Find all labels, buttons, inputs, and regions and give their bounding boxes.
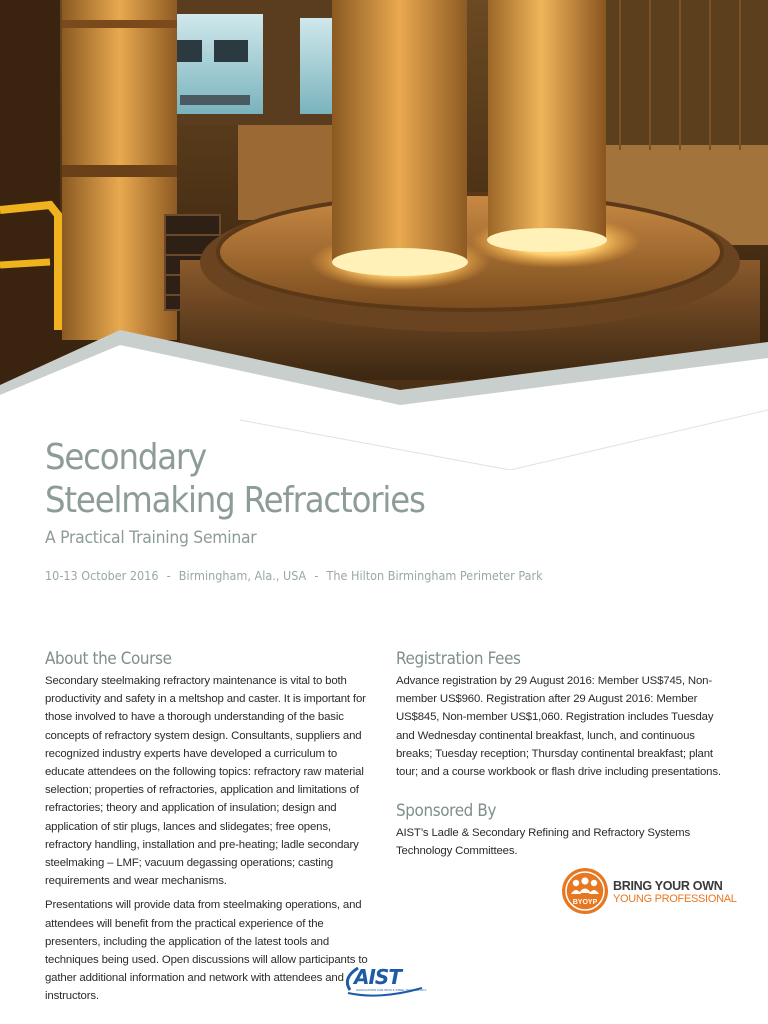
aist-logo-tagline: ASSOCIATION FOR IRON & STEEL TECHNOLOGY — [356, 988, 427, 992]
title-line-1: Secondary — [45, 437, 207, 478]
about-paragraph-1: Secondary steelmaking refractory maintenance is vital to both productivity and safety in a meltshop and caster. It is important for those involved to have a thorough understanding of the basic concepts of refractory system design. Consultants, suppliers and recognized industry experts have developed a curriculum to educate attendees on the following topics: refractory raw material selection; properties of refractories, application and limitations of refractories; theory and application of insulation; design and application of stir plugs, lances and slidegates; free opens, refractory handling, installation and pre-heating; ladle secondary steelmaking – LMF; vacuum degassing operations; casting requirements and wear mechanisms. — [45, 675, 366, 888]
event-location: Birmingham, Ala., USA — [178, 568, 307, 583]
about-paragraph-2: Presentations will provide data from steelmaking operations, and attendees will benefit from the practical experience of the presenters, including the application of the latest tools and techniques being used. Open discussions will allow participants to gather additional information and network with attendees and instructors. — [45, 899, 368, 1003]
event-venue: The Hilton Birmingham Perimeter Park — [326, 568, 543, 583]
byoyp-line-1: BRING YOUR OWN — [613, 879, 723, 893]
fees-heading: Registration Fees — [396, 649, 521, 668]
sponsor-heading: Sponsored By — [396, 801, 497, 820]
about-heading: About the Course — [45, 649, 172, 668]
byoyp-badge-text: BYOYP — [572, 899, 598, 906]
title-line-2: Steelmaking Refractories — [45, 480, 425, 521]
page-subtitle: A Practical Training Seminar — [45, 528, 257, 548]
aist-logo-graphic — [340, 960, 430, 1000]
byoyp-logo — [560, 866, 740, 916]
hero-photo — [0, 0, 768, 470]
event-details — [45, 568, 543, 583]
sponsor-section — [396, 801, 726, 860]
separator: - — [314, 568, 319, 583]
about-section — [45, 649, 375, 1006]
fees-section — [396, 649, 726, 781]
aist-logo-text: AIST — [354, 965, 401, 989]
separator: - — [166, 568, 171, 583]
aist-logo — [340, 960, 430, 1000]
page-title — [45, 436, 513, 522]
event-dates: 10-13 October 2016 — [45, 568, 159, 583]
byoyp-line-2: YOUNG PROFESSIONAL — [613, 893, 737, 905]
sponsor-text: AIST’s Ladle & Secondary Refining and Refractory Systems Technology Committees. — [396, 827, 691, 858]
fees-text: Advance registration by 29 August 2016: Member US$745, Non-member US$960. Registration after 29 August 2016: Member US$845, Non-member US$1,060. Registration includes Tuesday and Wednesday continental breakfast, lunch, and continuous breaks; Tuesday reception; Thursday continental breakfast; plant tour; and a course workbook or flash drive including presentations. — [396, 675, 721, 779]
steel-ladle-illustration — [0, 0, 768, 470]
byoyp-badge-icon — [560, 866, 610, 916]
